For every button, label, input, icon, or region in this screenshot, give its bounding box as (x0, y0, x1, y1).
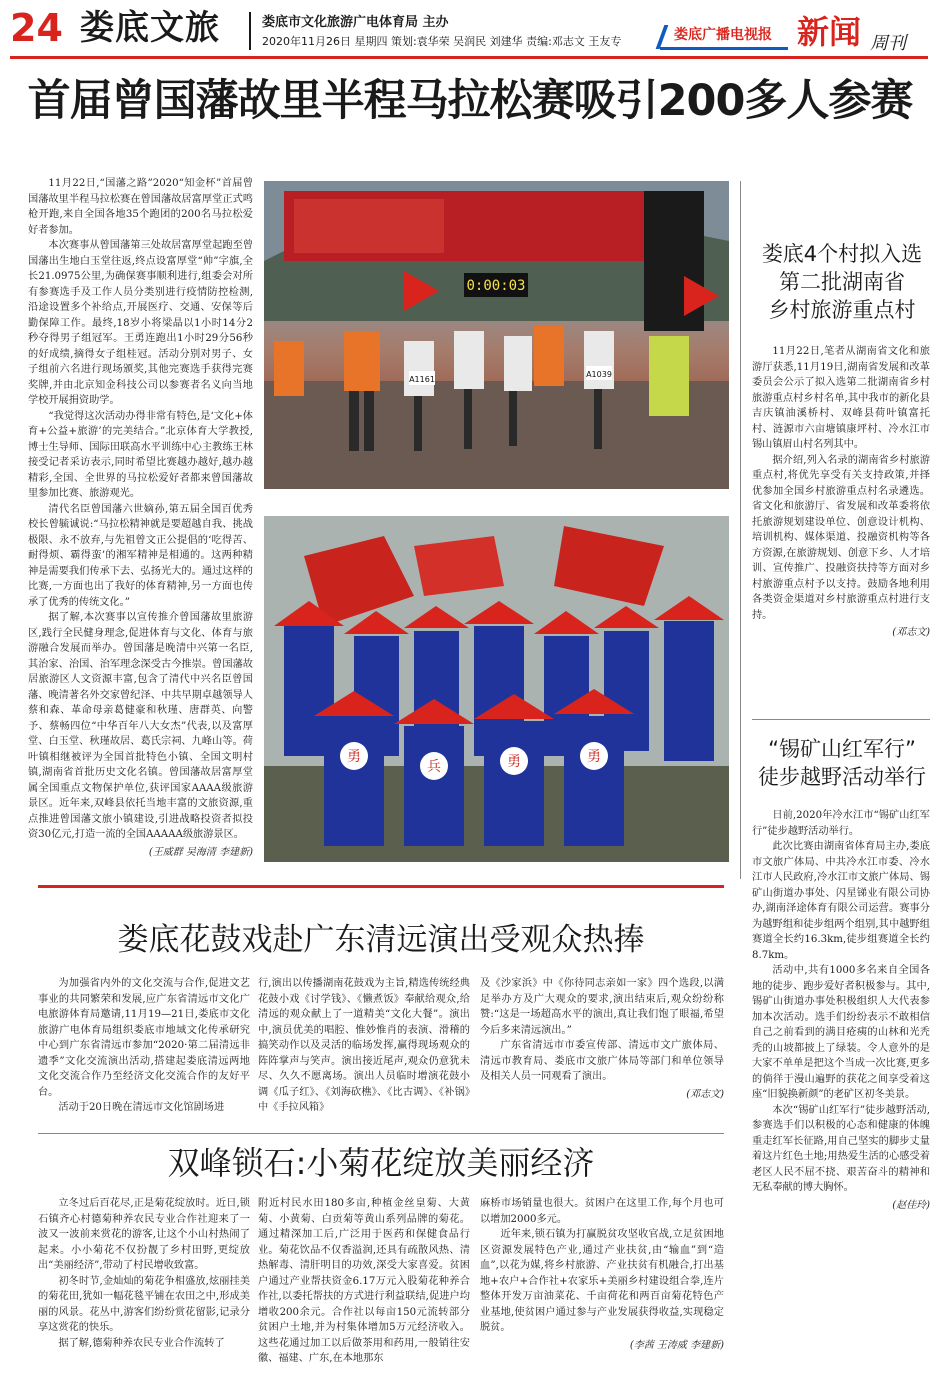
marathon-start-photo (264, 181, 729, 489)
bib-a-text: A1161 (409, 375, 435, 384)
side1-paragraph-2: 据介绍,列入名录的湖南省乡村旅游重点村,将优先享受有关支持政策,并择优参加全国乡村旅游重点村名录遴选。省文化和旅游厅、省发展和改革委将依托旅游规划建设单位、创意设计机构、培训机构、媒体渠道、投融资机构等各方资源,在旅游规划、创意下乡、人才培训、宣传推广、投融资扶持等方面对乡村旅游重点村予以支持。鼓励各地利用各类资金渠道对乡村旅游重点村进行支持。 (752, 454, 930, 621)
paper-weekly-label: 周刊 (870, 33, 906, 54)
side2-paragraph-3: 活动中,共有1000多名来自全国各地的徒步、跑步爱好者积极参与。其中,锡矿山街道办事处积极组织人大代表参加本次活动。选手们纷纷表示不敢相信自己之前看到的满目疮痍的山林和光秃秃的山坡都披上了绿装。令人意外的是大家不单单是把这个当成一次比赛,更多的倘徉于漫山遍野的获花之间享受着这座“旧貌换新颜”的老矿区初冬美景。 (752, 965, 930, 1100)
side-divider (752, 719, 930, 720)
story3-column-2 (258, 1196, 470, 1367)
side1-byline: (邓志文) (892, 627, 930, 638)
story2-paragraph-3: 行,演出以传播湖南花鼓戏为主旨,精选传统经典花鼓小戏《讨学钱》、《懒煮饭》奉献给观众,给清远的观众献上了一道精美“文化大餐”。演出中,演员优美的唱腔、惟妙惟肖的表演、滑稽的搞笑动作以及灵活的临场发挥,赢得现场观众的阵阵掌声与笑声。演出接近尾声,观众仍意犹未尽、久久不愿离场。演出人员临时增演花鼓小调《瓜子红》、《刘海砍樵》、《比古调》、《补锅》中《手拉风箱》 (258, 978, 470, 1113)
side1-paragraph-1: 11月22日,笔者从湖南省文化和旅游厅获悉,11月19日,湖南省发展和改革委员会公示了拟入选第二批湖南省乡村旅游重点村乡村名单,其中我市的新化县吉庆镇油溪桥村、双峰县荷叶镇富托村、涟源市六亩塘镇康坪村、冷水江市锡山镇眉山村名列其中。 (752, 346, 930, 450)
header-rule (10, 56, 928, 59)
side2-headline-line-2: 徒步越野活动举行 (758, 765, 926, 789)
lead-paragraph-2: 本次赛事从曾国藩第三处故居富厚堂起跑至曾国藩出生地白玉堂往返,终点设富厚堂“帅”字旗,全长21.0975公里,为确保赛事顺利进行,组委会对所有参赛选手及工作人员分类别进行疫情防控检测,沿途设置多个补给点,开展医疗、交通、安保等后勤保障工作。最终,18岁小将梁晶以1小时14分2秒夺得男子组冠军。王勇连跑出1小时29分56秒的好成绩,摘得女子组桂冠。活动分别对男子、女子组前六名进行现场颁奖,其他完赛选手获得完赛奖牌,并由北京知金科技公司以参赛者名义向当地学校开展捐资助学。 (28, 240, 253, 406)
bib-b-text: A1039 (586, 370, 612, 379)
story3-column-3 (480, 1196, 724, 1353)
side1-headline-line-2: 第二批湖南省 (779, 270, 905, 294)
brand-name: 娄底广播电视报 (660, 24, 788, 50)
organizer-line: 娄底市文化旅游广电体育局 主办 (262, 15, 449, 30)
side-story-2-headline (752, 735, 932, 791)
story2-paragraph-4: 及《沙家浜》中《你待同志亲如一家》四个选段,以满足举办方及广大观众的要求,演出结束后,观众纷纷称赞:“这是一场超高水平的演出,真让我们饱了眼福,希望今后多来清远演出。” (480, 978, 724, 1036)
section-red-rule (38, 885, 724, 888)
lead-headline: 首届曾国藩故里半程马拉松赛吸引200多人参赛 (27, 76, 913, 126)
side1-headline-line-1: 娄底4个村拟入选 (761, 242, 923, 266)
story3-byline: (李茜 王涛威 李建新) (629, 1339, 724, 1351)
header-divider (249, 12, 251, 50)
lead-paragraph-4: 清代名臣曾国藩六世嫡孙,第五届全国百优秀校长曾毓诚说:“马拉松精神就是要超越自我、挑战极限、永不放弃,与先祖曾文正公提倡的‘吃得苦、耐得烦、霸得蛮’的湘军精神是相通的。这两种精神是需要我们传承下去、弘扬光大的。通过这样的比赛,一方面也出了我好的体育精神,另一方面也传承了优秀的传统文化。” (28, 503, 253, 608)
paper-name: 新闻 (797, 13, 862, 51)
edition-meta: 2020年11月26日 星期四 策划:袁华荣 吴润民 刘建华 责编:邓志文 王友专 (262, 35, 622, 48)
side-story-1-body (752, 344, 930, 641)
story2-paragraph-5: 广东省清远市市委宣传部、清远市文广旅体局、清远市教育局、娄底市文旅广体局等部门和单位领导及相关人员一同观看了演出。 (480, 1040, 724, 1082)
side1-headline-line-3: 乡村旅游重点村 (768, 298, 916, 322)
lead-paragraph-5: 据了解,本次赛事以宣传推介曾国藩故里旅游区,践行全民健身理念,促进体育与文化、体育与旅游融合发展而举办。曾国藩是晚清中兴第一名臣,其治家、治国、治军理念深受古今推崇。曾国藩故居旅游区人文资源丰富,包含了清代中兴名臣曾国藩、晚清著名外交家曾纪泽、中共早期卓越领导人蔡和森、革命母亲葛健豪和秋瑾、唐群英、向警予、蔡畅四位“中华百年八大女杰”代表,以及富厚堂、白玉堂、秋瑾故居、葛氏宗祠、九峰山等。荷叶镇相继被评为全国首批特色小镇、全国文明村镇,湖南省首批历史文化名镇。曾国藩故居富厚堂属全国重点文物保护单位,获评国家AAAA级旅游景区。近年来,双峰县依托当地丰富的文旅资源,重点推进曾国藩文旅小镇建设,引进战略投资者拟投资30亿元,打造一流的全国AAAAA级旅游景区。 (28, 612, 253, 840)
costume-group-photo (264, 516, 729, 862)
hat-character-yong: 勇 (347, 749, 361, 765)
story3-headline: 双峰锁石:小菊花绽放美丽经济 (167, 1144, 595, 1182)
story3-column-1 (38, 1196, 250, 1351)
story2-column-1 (38, 976, 250, 1116)
story3-paragraph-2: 初冬时节,金灿灿的菊花争相盛放,炫丽挂美的菊花田,犹如一幅花毯平铺在农田之中,形成美丽的风景。花丛中,游客们纷纷赏花留影,记录分享这赏花的快乐。 (38, 1275, 250, 1333)
side2-paragraph-2: 此次比赛由湖南省体育局主办,娄底市文旅广体局、中共冷水江市委、冷水江市人民政府,冷水江市文旅广体局、锡矿山街道办事处、闪星锑业有限公司协办,湖南泽途体育有限公司运营。赛事分为越野组和徒步组两个组别,其中越野组赛道全长约16.3km,徒步组赛道全长约8.7km。 (752, 841, 930, 961)
lead-article-body (28, 176, 253, 860)
story2-paragraph-2: 活动于20日晚在清远市文化馆剧场进 (58, 1102, 225, 1113)
lead-paragraph-3: “我觉得这次活动办得非常有特色,是‘文化+体育+公益+旅游’的完美结合。”北京体育大学教授,博士生导师、国际田联高水平训练中心主教练王林接受记者采访表示,同时希望比赛越办越好,越办越精彩,全国、全世界的马拉松爱好者都来曾国藩故里参加比赛、旅游观光。 (28, 410, 253, 499)
side-story-1-headline (752, 240, 932, 324)
story2-paragraph-1: 为加强省内外的文化交流与合作,促进文艺事业的共同繁荣和发展,应广东省清远市文化广电旅游体育局邀请,11月19—21日,娄底市文化旅游广电体育局组织娄底市地域文化传承研究中心到广东省清远市参加“2020·第二届清远非遗季”文化交流演出活动,搭建起娄底清远两地文化交流合作乃至经济文化交流合作的友好平台。 (38, 978, 250, 1098)
side2-paragraph-1: 日前,2020年冷水江市“锡矿山红军行”徒步越野活动举行。 (752, 810, 930, 837)
story2-column-2 (258, 976, 470, 1116)
story3-paragraph-3: 据了解,德菊种养农民专业合作流转了 (58, 1337, 225, 1349)
story3-paragraph-1: 立冬过后百花尽,正是菊花绽放时。近日,锁石镇齐心村德菊种养农民专业合作社迎来了一波又一波前来赏花的游客,让这个小山村热闹了起来。小小菊花不仅扮靓了乡村田野,更绽放出“美丽经济”,带动了村民增收致富。 (38, 1198, 250, 1271)
hat-character-yong-3: 勇 (587, 749, 601, 765)
story2-byline: (邓志文) (686, 1088, 724, 1100)
hat-character-yong-2: 勇 (507, 754, 521, 770)
story2-headline: 娄底花鼓戏赴广东清远演出受观众热捧 (117, 922, 645, 958)
side2-byline: (赵佳玲) (892, 1199, 930, 1211)
section-title: 娄底文旅 (80, 8, 220, 48)
page-number: 24 (10, 6, 63, 50)
story3-paragraph-6: 近年来,锁石镇为打赢脱贫攻坚收官战,立足贫困地区资源发展特色产业,通过产业扶贫,由“输血”到“造血”,以花为媒,将乡村旅游、产业扶贫有机融合,打出基地+农户+合作社+农家乐+美丽乡村建设组合拳,连片整体开发万亩油菜花、千亩荷花和两百亩菊花特色产业基地,使贫困户通过参与产业发展获得收益,实现稳定脱贫。 (480, 1229, 724, 1333)
side-story-2-body (752, 808, 930, 1213)
story3-paragraph-5: 麻桥市场销量也很大。贫困户在这里工作,每个月也可以增加2000多元。 (480, 1198, 724, 1225)
story2-column-3 (480, 976, 724, 1102)
hat-character-bing: 兵 (427, 759, 441, 775)
race-clock-text: 0:00:03 (466, 278, 526, 294)
story3-top-rule (38, 1133, 724, 1134)
lead-byline: (王威群 吴海清 李建新) (148, 846, 253, 858)
story3-paragraph-4: 附近村民水田180多亩,种植金丝皇菊、大黄菊、小黄菊、白贡菊等黄山系列品牌的菊花。通过精深加工后,广泛用于医药和保健食品行业。菊花饮品不仅香溢润,还具有疏散风热、清热解毒、清肝明目的功效,深受大家喜爱。贫困户通过产业帮扶资金6.17万元入股菊花种养合作社,以委托帮扶的方式进行利益联结,促进户均增收200余元。合作社以每亩150元流转部分贫困户土地,并为村集体增加5万元经济收入。这些花通过加工以后做茶用和药用,一般销往安徽、福建、广东,在本地那东 (258, 1198, 470, 1364)
column-divider (740, 181, 741, 879)
side2-headline-line-1: “锡矿山红军行” (768, 737, 916, 761)
lead-paragraph-1: 11月22日,“国藩之路”2020“知金杯”首届曾国藩故里半程马拉松赛在曾国藩故居富厚堂正式鸣枪开跑,来自全国各地35个跑团的200名马拉松爱好者参加。 (28, 178, 253, 236)
side2-paragraph-4: 本次“锡矿山红军行”徒步越野活动,参赛选手们以积极的心态和健康的体魄重走红军长征路,用自己坚实的脚步丈量着这片红色土地;用热爱生活的心感受着老区人民不屈不挠、艰苦奋斗的精神和无私奉献的博大胸怀。 (752, 1104, 930, 1193)
